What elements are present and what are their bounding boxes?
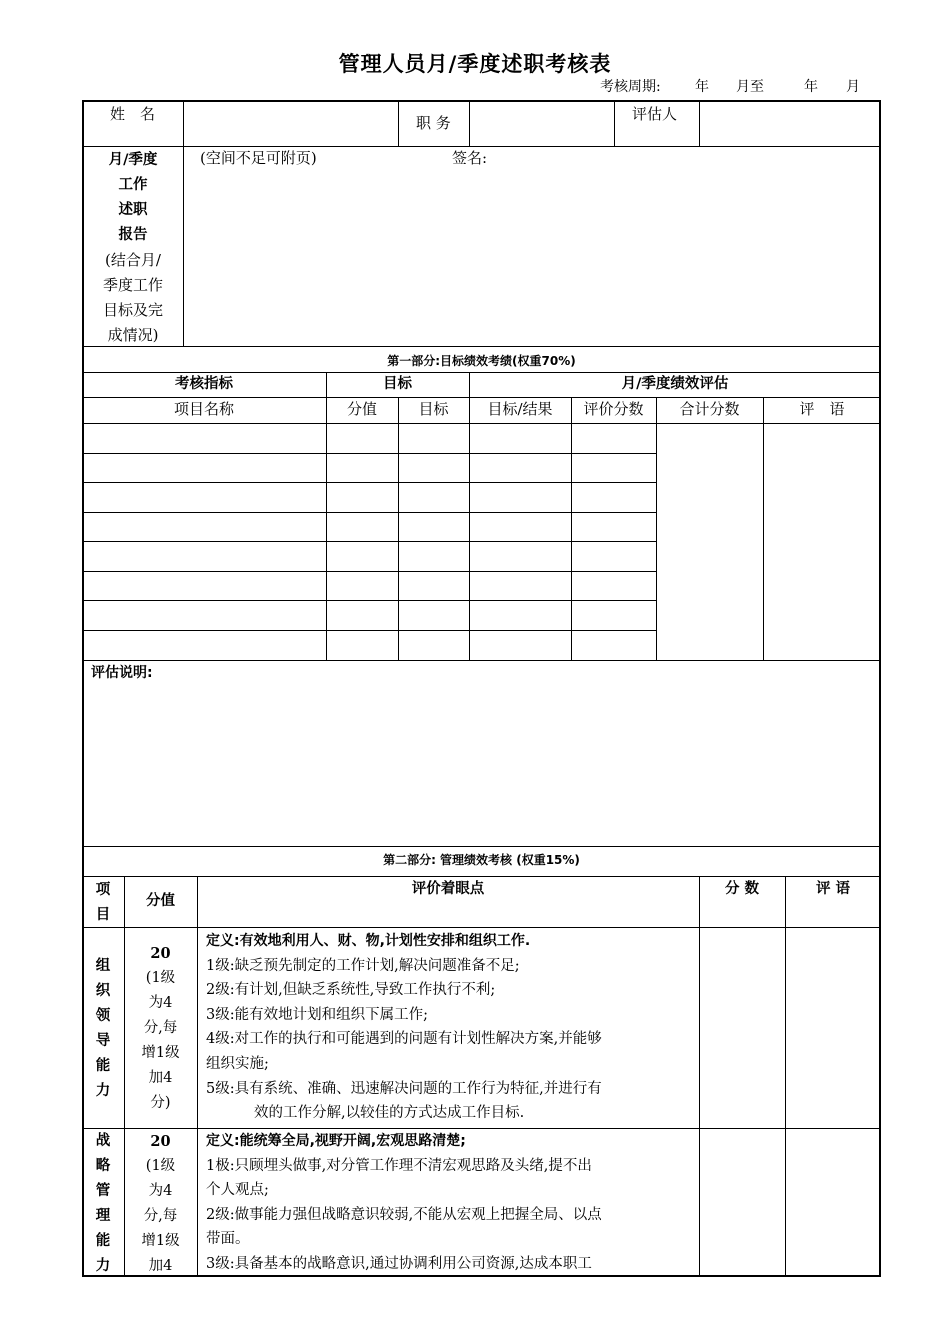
part1-title: 第一部分:目标绩效考绩(权重70%) (387, 354, 576, 368)
strategic-management-comment-field[interactable] (787, 1130, 878, 1275)
strategic-management-focus: 定义:能统筹全局,视野开阔,宏观思路清楚; 1极:只顾埋头做事,对分管工作理不清宏观思路及头绪,提不出 个人观点; 2级:做事能力强但战略意识较弱,不能从宏观上把握全局、以点 带面。 3级:具备基本的战略意识,通过协调利用公司资源,达成本职工 (206, 1133, 602, 1272)
target-group-header: 目标 (383, 376, 412, 392)
evaluation-note-field[interactable] (86, 688, 876, 840)
report-text-area[interactable] (186, 172, 876, 342)
part2-col-score: 分值 (146, 893, 175, 909)
period-month-to: 月至 (736, 79, 764, 95)
strategic-management-points-field[interactable] (701, 1130, 784, 1275)
part2-col-comment: 评 语 (815, 881, 851, 897)
name-label: 姓 名 (110, 105, 156, 123)
report-label: 月/季度 工作 述职 报告 (结合月/ 季度工作 目标及完 成情况) (102, 152, 163, 344)
period-label: 考核周期: (600, 79, 661, 95)
report-hint: (空间不足可附页) (200, 149, 317, 167)
col-eval-score: 评价分数 (583, 400, 644, 418)
col-target: 目标 (418, 400, 449, 418)
evaluation-note-label: 评估说明: (91, 665, 153, 681)
org-leadership-focus: 定义:有效地利用人、财、物,计划性安排和组织工作. 1级:缺乏预先制定的工作计划,解决问题准备不足; 2级:有计划,但缺乏系统性,导致工作执行不利; 3级:能有效地计划和组织下属工作; 4级:对工作的执行和可能遇到的问题有计划性解决方案,并能够 组织实施; 5级:具有系统、准确、迅速解决问题的工作行为特征,并进行有 效的工作分解,以较佳的方式达成工作目标. (206, 933, 602, 1122)
col-item-name: 项目名称 (173, 400, 234, 418)
signature-label: 签名: (452, 149, 488, 167)
org-leadership-comment-field[interactable] (787, 929, 878, 1126)
org-leadership-item: 组 织 领 导 能 力 (95, 958, 111, 1099)
period-month-2: 月 (846, 79, 860, 95)
part2-title: 第二部分: 管理绩效考核 (权重15%) (383, 853, 580, 867)
org-leadership-score: 20 (1级 为4 分,每 增1级 加4 分) (141, 945, 180, 1111)
indicator-group-header: 考核指标 (175, 376, 233, 392)
part2-col-item: 项 目 (95, 882, 111, 923)
page-title: 管理人员月/季度述职考核表 (338, 52, 612, 76)
part2-col-focus: 评价着眼点 (411, 881, 485, 897)
col-target-result: 目标/结果 (487, 400, 553, 418)
part1-table-body[interactable] (84, 424, 325, 659)
evaluator-field[interactable] (700, 101, 879, 146)
col-score: 分值 (346, 400, 377, 418)
part2-col-points: 分 数 (724, 881, 760, 897)
col-comment: 评 语 (799, 400, 845, 418)
position-field[interactable] (470, 101, 614, 146)
org-leadership-points-field[interactable] (701, 929, 784, 1126)
strategic-management-score: 20 (1级 为4 分,每 增1级 加4 (141, 1133, 180, 1274)
period-year-1: 年 (695, 79, 709, 95)
name-field[interactable] (184, 101, 398, 146)
col-total-score: 合计分数 (679, 400, 740, 418)
evaluation-group-header: 月/季度绩效评估 (621, 376, 729, 392)
period-year-2: 年 (804, 79, 818, 95)
evaluator-label: 评估人 (632, 105, 678, 123)
strategic-management-item: 战 略 管 理 能 力 (95, 1133, 111, 1274)
position-label: 职 务 (416, 114, 451, 132)
